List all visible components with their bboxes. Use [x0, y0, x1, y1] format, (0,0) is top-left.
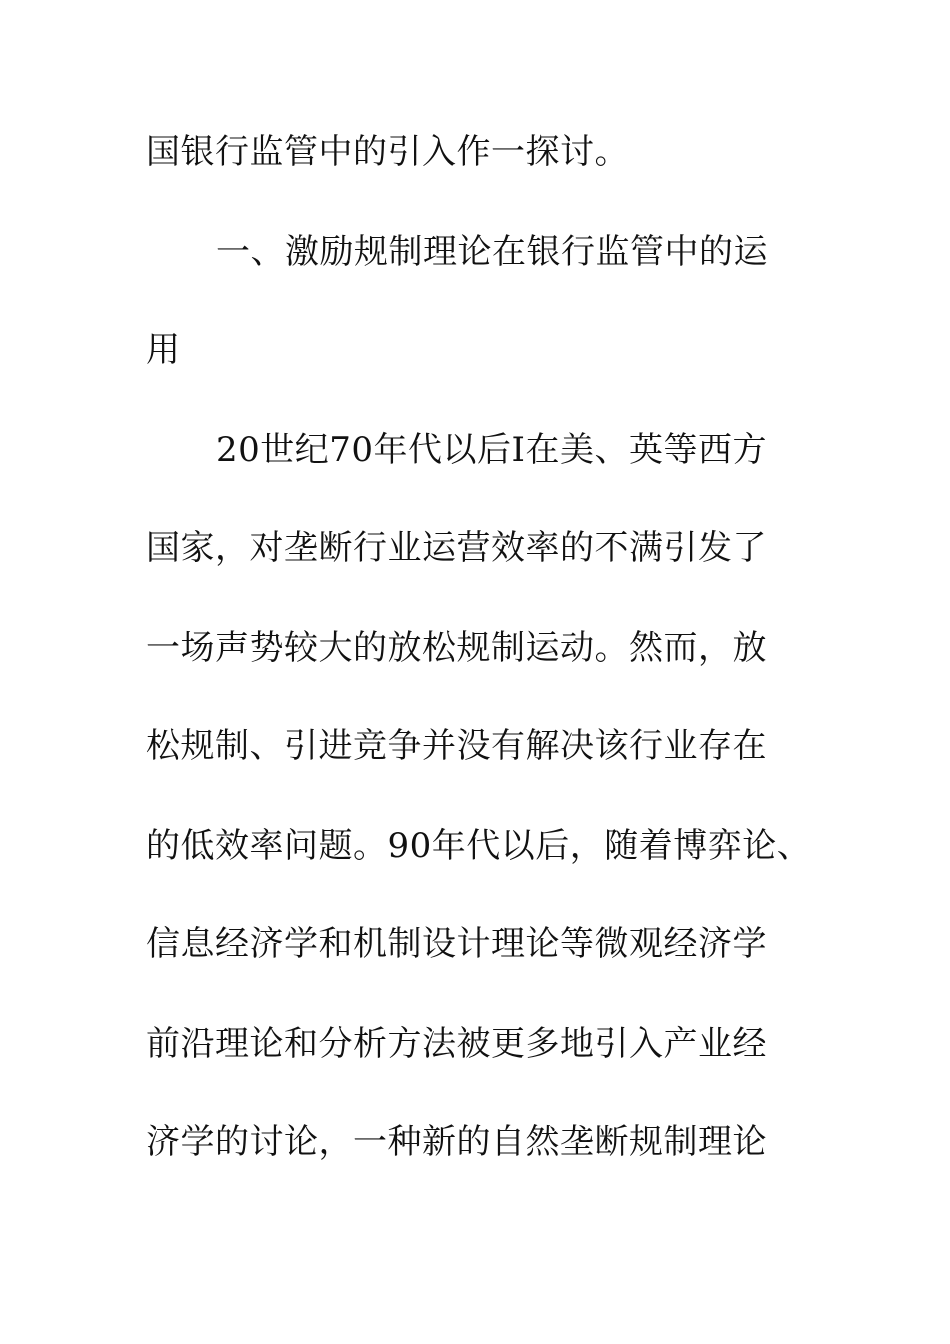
paragraph-line-2: 国家，对垄断行业运营效率的不满引发了	[146, 528, 767, 568]
text-line-1: 国银行监管中的引入作一探讨。	[146, 132, 629, 172]
paragraph-line-5: 的低效率问题。90年代以后，随着博弈论、	[146, 826, 812, 866]
paragraph-line-4: 松规制、引进竞争并没有解决该行业存在	[146, 726, 767, 766]
paragraph-line-3: 一场声势较大的放松规制运动。然而，放	[146, 628, 767, 668]
paragraph-line-8: 济学的讨论，一种新的自然垄断规制理论	[146, 1122, 767, 1162]
section-heading-line-1: 一、激励规制理论在银行监管中的运	[216, 232, 768, 272]
paragraph-line-1: 20世纪70年代以后Ⅰ在美、英等西方	[216, 430, 767, 470]
paragraph-line-7: 前沿理论和分析方法被更多地引入产业经	[146, 1024, 767, 1064]
paragraph-line-6: 信息经济学和机制设计理论等微观经济学	[146, 924, 767, 964]
section-heading-line-2: 用	[146, 330, 181, 370]
